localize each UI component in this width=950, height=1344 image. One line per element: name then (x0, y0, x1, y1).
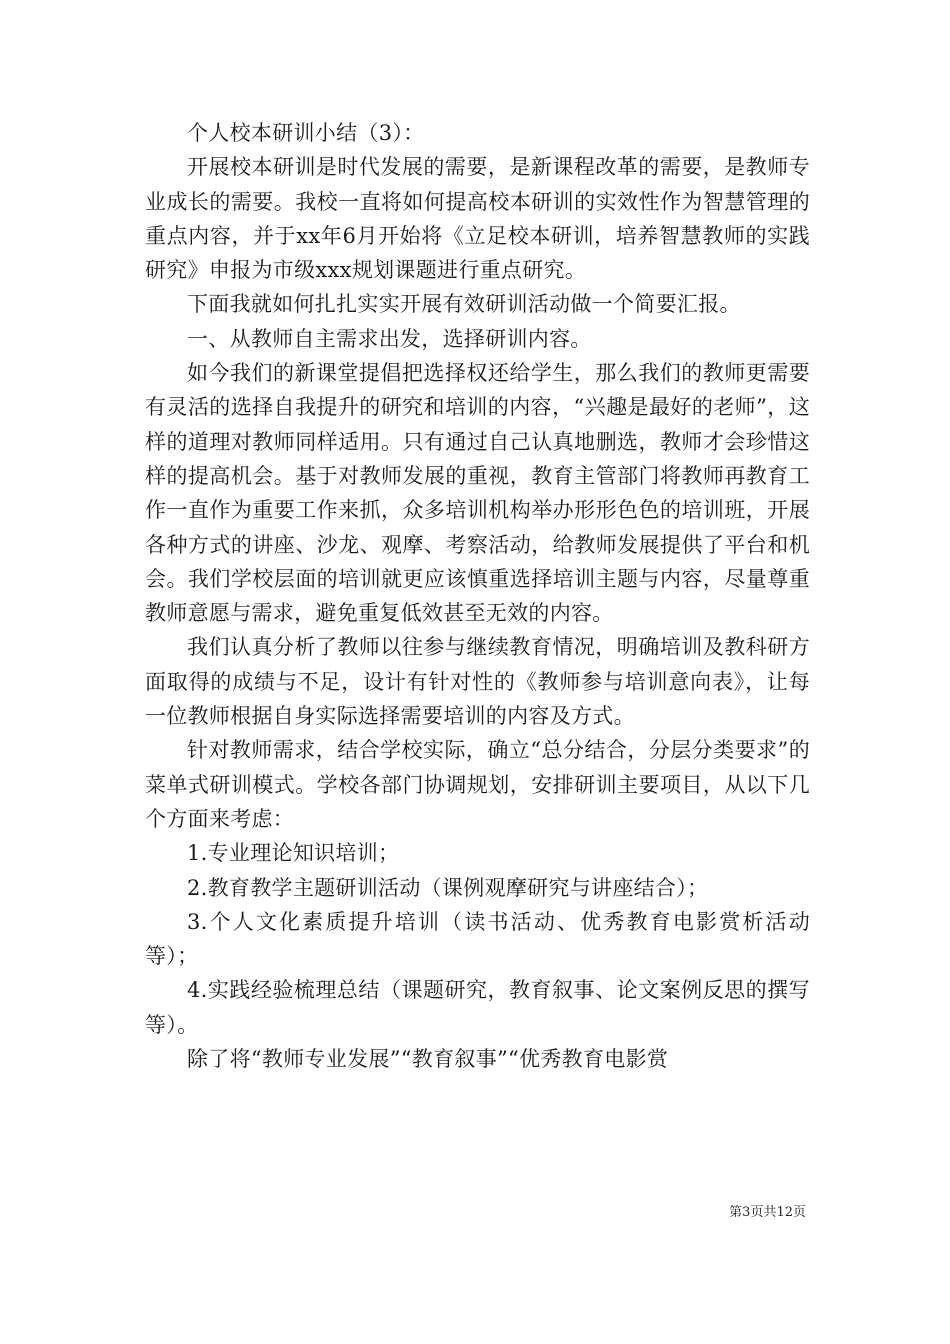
section-heading: 一、从教师自主需求出发，选择研训内容。 (187, 326, 592, 351)
section-title: 个人校本研训小结（3）： (187, 121, 425, 145)
list-item: 1.专业理论知识培训； (187, 841, 400, 866)
body-paragraph: 如今我们的新课堂提倡把选择权还给学生，那么我们的教师更需要有灵活的选择自我提升的研究和培训的内容，“兴趣是最好的老师”，这样的道理对教师同样适用。只有通过自己认真地删选，教师才会珍惜这样的提高机会。基于对教师发展的重视，教育主管部门将教师再教育工作一直作为重要工作来抓，众多培训机构举办形形色色的培训班，开展各种方式的讲座、沙龙、观摩、考察活动，给教师发展提供了平台和机会。我们学校层面的培训就更应该慎重选择培训主题与内容，尽量尊重教师意愿与需求，避免重复低效甚至无效的内容。 (145, 361, 810, 626)
list-item: 4.实践经验梳理总结（课题研究，教育叙事、论文案例反思的撰写等）。 (145, 978, 810, 1037)
body-paragraph: 下面我就如何扎扎实实开展有效研训活动做一个简要汇报。 (187, 292, 741, 317)
body-paragraph: 除了将“教师专业发展”“教育叙事”“优秀教育电影赏 (187, 1047, 669, 1072)
document-body (145, 116, 810, 1076)
body-paragraph: 针对教师需求，结合学校实际，确立“总分结合，分层分类要求”的菜单式研训模式。学校各部门协调规划，安排研训主要项目，从以下几个方面来考虑： (145, 738, 810, 831)
body-paragraph: 我们认真分析了教师以往参与继续教育情况，明确培训及教科研方面取得的成绩与不足，设计有针对性的《教师参与培训意向表》，让每一位教师根据自身实际选择需要培训的内容及方式。 (145, 635, 810, 729)
list-item: 2.教育教学主题研训活动（课例观摩研究与讲座结合）； (187, 875, 709, 900)
list-item: 3.个人文化素质提升培训（读书活动、优秀教育电影赏析活动等）； (145, 909, 810, 969)
page-number: 第3页共12页 (729, 1205, 806, 1220)
body-paragraph: 开展校本研训是时代发展的需要，是新课程改革的需要，是教师专业成长的需要。我校一直将如何提高校本研训的实效性作为智慧管理的重点内容，并于xx年6月开始将《立足校本研训，培养智慧教师的实践研究》申报为市级xxx规划课题进行重点研究。 (145, 155, 810, 283)
